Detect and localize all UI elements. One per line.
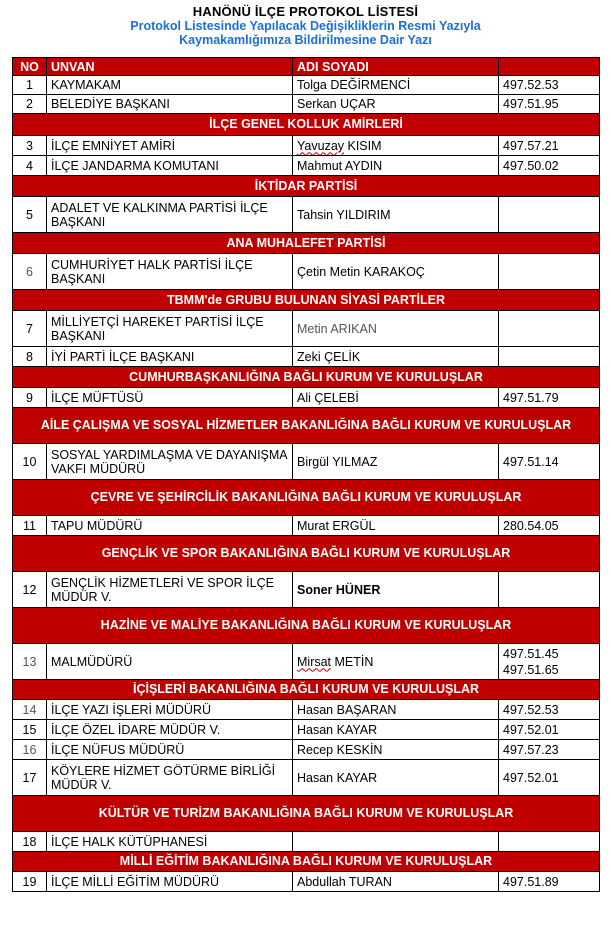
section-title: GENÇLİK VE SPOR BAKANLIĞINA BAĞLI KURUM VE KURULUŞLAR bbox=[13, 536, 600, 572]
row-title: CUMHURİYET HALK PARTİSİ İLÇE BAŞKANI bbox=[47, 254, 293, 290]
table-row bbox=[13, 95, 600, 114]
row-phone bbox=[499, 76, 600, 95]
row-title: BELEDİYE BAŞKANI bbox=[47, 95, 293, 114]
person-name-text: Hasan KAYAR bbox=[297, 770, 378, 785]
row-title: KÖYLERE HİZMET GÖTÜRME BİRLİĞİ MÜDÜR V. bbox=[47, 760, 293, 796]
row-number: 6 bbox=[13, 254, 47, 290]
row-phone bbox=[499, 832, 600, 852]
row-person-name bbox=[293, 700, 499, 720]
row-title: GENÇLİK HİZMETLERİ VE SPOR İLÇE MÜDÜR V. bbox=[47, 572, 293, 608]
row-number: 10 bbox=[13, 444, 47, 480]
document-subtitle-line-1: Protokol Listesinde Yapılacak Değişikliklerin Resmi Yazıyla bbox=[130, 19, 481, 33]
row-person-name bbox=[293, 136, 499, 156]
row-number: 9 bbox=[13, 388, 47, 408]
row-phone bbox=[499, 760, 600, 796]
phone-number: 497.51.45 bbox=[503, 646, 559, 661]
person-name-text: Birgül YILMAZ bbox=[297, 454, 378, 469]
row-person-name bbox=[293, 872, 499, 892]
row-number: 11 bbox=[13, 516, 47, 536]
row-number: 7 bbox=[13, 311, 47, 347]
section-title: AİLE ÇALIŞMA VE SOSYAL HİZMETLER BAKANLIĞINA BAĞLI KURUM VE KURULUŞLAR bbox=[13, 408, 600, 444]
person-name-text: Abdullah TURAN bbox=[297, 874, 392, 889]
row-person-name bbox=[293, 254, 499, 290]
person-name-text: Hasan BAŞARAN bbox=[297, 702, 397, 717]
row-phone bbox=[499, 644, 600, 680]
table-row bbox=[13, 254, 600, 290]
row-number: 8 bbox=[13, 347, 47, 367]
section-title: İKTİDAR PARTİSİ bbox=[13, 176, 600, 197]
phone-number: 497.50.02 bbox=[503, 158, 559, 173]
phone-number: 497.52.01 bbox=[503, 722, 559, 737]
person-name-text: Ali ÇELEBİ bbox=[297, 390, 359, 405]
person-name-text: Tolga DEĞİRMENCİ bbox=[297, 78, 411, 92]
protocol-table bbox=[12, 57, 600, 892]
table-row bbox=[13, 872, 600, 892]
row-number: 2 bbox=[13, 95, 47, 114]
row-person-name bbox=[293, 197, 499, 233]
person-name-text: METİN bbox=[331, 654, 374, 669]
row-phone bbox=[499, 388, 600, 408]
section-header-row bbox=[13, 176, 600, 197]
table-row bbox=[13, 740, 600, 760]
row-person-name bbox=[293, 644, 499, 680]
row-phone bbox=[499, 740, 600, 760]
row-phone bbox=[499, 700, 600, 720]
row-person-name bbox=[293, 572, 499, 608]
section-header-row bbox=[13, 608, 600, 644]
section-title: TBMM'de GRUBU BULUNAN SİYASİ PARTİLER bbox=[13, 290, 600, 311]
table-row bbox=[13, 76, 600, 95]
column-header-no: NO bbox=[13, 58, 47, 76]
section-header-row bbox=[13, 367, 600, 388]
table-row bbox=[13, 136, 600, 156]
person-name-text: Hasan KAYAR bbox=[297, 722, 378, 737]
row-title: KAYMAKAM bbox=[47, 76, 293, 95]
phone-number: 497.51.79 bbox=[503, 390, 559, 405]
row-phone bbox=[499, 197, 600, 233]
spellcheck-flagged-name: Yavuzay bbox=[297, 138, 345, 153]
row-title: İLÇE MÜFTÜSÜ bbox=[47, 388, 293, 408]
person-name-text: Murat ERGÜL bbox=[297, 518, 376, 533]
section-title: ÇEVRE VE ŞEHİRCİLİK BAKANLIĞINA BAĞLI KURUM VE KURULUŞLAR bbox=[13, 480, 600, 516]
phone-number: 497.51.95 bbox=[503, 97, 559, 111]
table-header-row bbox=[13, 58, 600, 76]
table-row bbox=[13, 347, 600, 367]
table-row bbox=[13, 760, 600, 796]
table-row bbox=[13, 444, 600, 480]
person-name-text: Serkan UÇAR bbox=[297, 97, 376, 111]
person-name-text: Metin ARIKAN bbox=[297, 321, 377, 336]
row-title: İLÇE JANDARMA KOMUTANI bbox=[47, 156, 293, 176]
row-person-name bbox=[293, 76, 499, 95]
row-phone bbox=[499, 444, 600, 480]
row-number: 1 bbox=[13, 76, 47, 95]
row-phone bbox=[499, 311, 600, 347]
phone-number: 497.51.65 bbox=[503, 662, 559, 677]
row-number: 18 bbox=[13, 832, 47, 852]
table-row bbox=[13, 311, 600, 347]
row-person-name bbox=[293, 311, 499, 347]
table-row bbox=[13, 700, 600, 720]
person-name-text: Zeki ÇELİK bbox=[297, 349, 361, 364]
column-header-adi-soyadi: ADI SOYADI bbox=[293, 58, 499, 76]
row-number: 5 bbox=[13, 197, 47, 233]
section-title: MİLLİ EĞİTİM BAKANLIĞINA BAĞLI KURUM VE KURULUŞLAR bbox=[13, 852, 600, 872]
row-title: İLÇE YAZI İŞLERİ MÜDÜRÜ bbox=[47, 700, 293, 720]
row-title: İLÇE MİLLİ EĞİTİM MÜDÜRÜ bbox=[47, 872, 293, 892]
row-title: ADALET VE KALKINMA PARTİSİ İLÇE BAŞKANI bbox=[47, 197, 293, 233]
row-phone bbox=[499, 572, 600, 608]
person-name-text: Soner HÜNER bbox=[297, 582, 381, 597]
person-name-text: KISIM bbox=[344, 138, 382, 153]
row-person-name bbox=[293, 95, 499, 114]
phone-number: 280.54.05 bbox=[503, 518, 559, 533]
phone-number: 497.57.21 bbox=[503, 138, 559, 153]
row-phone bbox=[499, 95, 600, 114]
table-row bbox=[13, 388, 600, 408]
row-title: İLÇE EMNİYET AMİRİ bbox=[47, 136, 293, 156]
section-header-row bbox=[13, 680, 600, 700]
person-name-text: Recep KESKİN bbox=[297, 742, 383, 757]
table-body bbox=[13, 76, 600, 892]
row-phone bbox=[499, 347, 600, 367]
row-number: 14 bbox=[13, 700, 47, 720]
column-header-unvan: UNVAN bbox=[47, 58, 293, 76]
person-name-text: Çetin Metin KARAKOÇ bbox=[297, 264, 425, 279]
row-number: 3 bbox=[13, 136, 47, 156]
row-title: MALMÜDÜRÜ bbox=[47, 644, 293, 680]
row-number: 15 bbox=[13, 720, 47, 740]
table-row bbox=[13, 197, 600, 233]
section-title: İÇİŞLERİ BAKANLIĞINA BAĞLI KURUM VE KURULUŞLAR bbox=[13, 680, 600, 700]
table-row bbox=[13, 720, 600, 740]
row-title: İLÇE HALK KÜTÜPHANESİ bbox=[47, 832, 293, 852]
document-header bbox=[0, 0, 611, 47]
row-person-name bbox=[293, 388, 499, 408]
section-header-row bbox=[13, 796, 600, 832]
section-header-row bbox=[13, 480, 600, 516]
row-number: 16 bbox=[13, 740, 47, 760]
spellcheck-flagged-name: Mirsat bbox=[297, 654, 332, 669]
section-header-row bbox=[13, 114, 600, 136]
phone-number: 497.51.14 bbox=[503, 454, 559, 469]
section-title: CUMHURBAŞKANLIĞINA BAĞLI KURUM VE KURULUŞLAR bbox=[13, 367, 600, 388]
section-title: HAZİNE VE MALİYE BAKANLIĞINA BAĞLI KURUM VE KURULUŞLAR bbox=[13, 608, 600, 644]
row-phone bbox=[499, 254, 600, 290]
row-title: MİLLİYETÇİ HAREKET PARTİSİ İLÇE BAŞKANI bbox=[47, 311, 293, 347]
row-title: İYİ PARTİ İLÇE BAŞKANI bbox=[47, 347, 293, 367]
document-subtitle-line-2: Kaymakamlığımıza Bildirilmesine Dair Yazı bbox=[179, 33, 432, 47]
phone-number: 497.57.23 bbox=[503, 742, 559, 757]
row-person-name bbox=[293, 832, 499, 852]
row-person-name bbox=[293, 156, 499, 176]
section-header-row bbox=[13, 408, 600, 444]
section-title: İLÇE GENEL KOLLUK AMİRLERİ bbox=[13, 114, 600, 136]
row-title: SOSYAL YARDIMLAŞMA VE DAYANIŞMA VAKFI MÜDÜRÜ bbox=[47, 444, 293, 480]
section-header-row bbox=[13, 536, 600, 572]
row-phone bbox=[499, 136, 600, 156]
row-person-name bbox=[293, 347, 499, 367]
section-header-row bbox=[13, 852, 600, 872]
row-person-name bbox=[293, 516, 499, 536]
document-title: HANÖNÜ İLÇE PROTOKOL LİSTESİ bbox=[192, 4, 419, 19]
row-number: 17 bbox=[13, 760, 47, 796]
row-phone bbox=[499, 516, 600, 536]
phone-number: 497.52.53 bbox=[503, 78, 559, 92]
row-person-name bbox=[293, 444, 499, 480]
section-header-row bbox=[13, 233, 600, 254]
row-number: 12 bbox=[13, 572, 47, 608]
row-phone bbox=[499, 156, 600, 176]
row-phone bbox=[499, 720, 600, 740]
column-header-phone bbox=[499, 58, 600, 76]
row-person-name bbox=[293, 760, 499, 796]
row-number: 4 bbox=[13, 156, 47, 176]
table-row bbox=[13, 644, 600, 680]
row-person-name bbox=[293, 740, 499, 760]
row-title: İLÇE ÖZEL İDARE MÜDÜR V. bbox=[47, 720, 293, 740]
phone-number: 497.51.89 bbox=[503, 874, 559, 889]
person-name-text: Mahmut AYDIN bbox=[297, 158, 383, 173]
row-title: İLÇE NÜFUS MÜDÜRÜ bbox=[47, 740, 293, 760]
row-phone bbox=[499, 872, 600, 892]
row-person-name bbox=[293, 720, 499, 740]
table-row bbox=[13, 832, 600, 852]
table-row bbox=[13, 516, 600, 536]
table-row bbox=[13, 156, 600, 176]
person-name-text: Tahsin YILDIRIM bbox=[297, 207, 391, 222]
section-title: ANA MUHALEFET PARTİSİ bbox=[13, 233, 600, 254]
phone-number: 497.52.01 bbox=[503, 770, 559, 785]
row-number: 13 bbox=[13, 644, 47, 680]
row-number: 19 bbox=[13, 872, 47, 892]
phone-number: 497.52.53 bbox=[503, 702, 559, 717]
section-title: KÜLTÜR VE TURİZM BAKANLIĞINA BAĞLI KURUM VE KURULUŞLAR bbox=[13, 796, 600, 832]
section-header-row bbox=[13, 290, 600, 311]
table-row bbox=[13, 572, 600, 608]
row-title: TAPU MÜDÜRÜ bbox=[47, 516, 293, 536]
